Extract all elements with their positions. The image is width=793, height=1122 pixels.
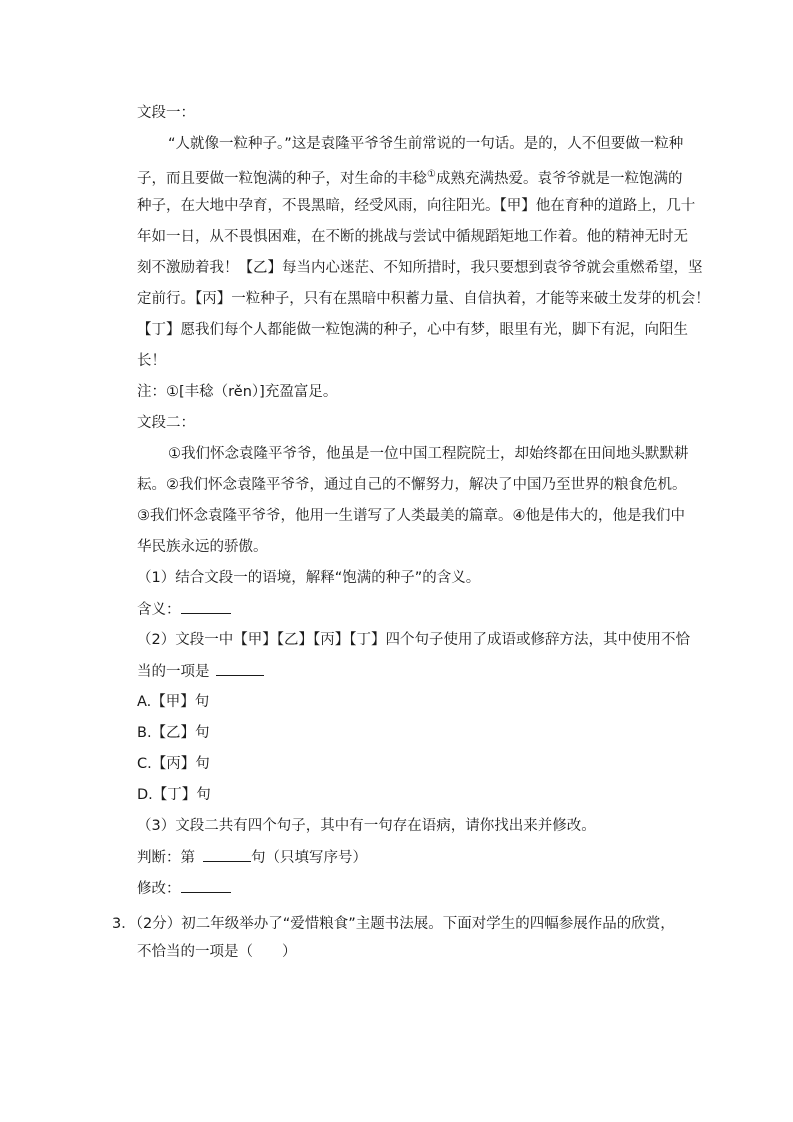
question-1: （1）结合文段一的语境，解释“饱满的种子”的含义。: [137, 570, 481, 586]
section1-line-4: 年如一日，从不畏惧困难，在不断的挑战与尝试中循规蹈矩地工作着。他的精神无时无: [137, 229, 688, 245]
section2-line-2: 耘。②我们怀念袁隆平爷爷，通过自己的不懈努力，解决了中国乃至世界的粮食危机。: [137, 477, 687, 493]
question-3: （3）文段二共有四个句子，其中有一句存在语病，请你找出来并修改。: [137, 818, 596, 834]
answer-blank-3[interactable]: [203, 847, 251, 862]
section1-line-2: 子，而且要做一粒饱满的种子，对生命的丰稔①成熟充满热爱。袁爷爷就是一粒饱满的: [137, 169, 683, 187]
footnote: 注：①[丰稔（rěn）]充盈富足。: [137, 384, 338, 400]
question-3-fix: 修改：: [137, 878, 231, 899]
section2-line-4: 华民族永远的骄傲。: [137, 539, 268, 555]
answer-blank-1[interactable]: [181, 599, 231, 614]
section1-line-5: 刻不激励着我！【乙】每当内心迷茫、不知所措时，我只要想到袁爷爷就会重燃希望，坚: [137, 260, 703, 276]
question-2-line-1: （2）文段一中【甲】【乙】【丙】【丁】四个句子使用了成语或修辞方法，其中使用不恰: [137, 632, 690, 648]
section1-line-8: 长！: [137, 353, 166, 369]
question-2-line-2: 当的一项是: [137, 661, 264, 682]
question-1-answer: 含义：: [137, 599, 231, 620]
option-a[interactable]: A.【甲】句: [137, 694, 210, 710]
answer-blank-4[interactable]: [181, 878, 231, 893]
section2-label: 文段二：: [137, 415, 195, 431]
footnote-mark: ①: [427, 169, 436, 180]
option-c[interactable]: C.【丙】句: [137, 756, 210, 772]
section1-label: 文段一：: [137, 105, 195, 121]
section1-line-1: “人就像一粒种子。”这是袁隆平爷爷生前常说的一句话。是的，人不但要做一粒种: [168, 136, 684, 152]
option-d[interactable]: D.【丁】句: [137, 787, 211, 803]
section1-line-3: 种子，在大地中孕育，不畏黑暗，经受风雨，向往阳光。【甲】他在育种的道路上，几十: [137, 198, 696, 214]
section2-line-1: ①我们怀念袁隆平爷爷，他虽是一位中国工程院院士，却始终都在田间地头默默耕: [168, 446, 689, 462]
answer-blank-2[interactable]: [216, 661, 264, 676]
question-3-header-line-2: 不恰当的一项是（ ）: [137, 944, 297, 960]
question-3-judge: 判断：第 句（只填写序号）: [137, 847, 367, 868]
section1-line-7: 【丁】愿我们每个人都能做一粒饱满的种子，心中有梦，眼里有光，脚下有泥，向阳生: [137, 322, 688, 338]
section1-line-6: 定前行。【丙】一粒种子，只有在黑暗中积蓄力量、自信执着，才能等来破土发芽的机会！: [137, 291, 710, 307]
option-b[interactable]: B.【乙】句: [137, 725, 210, 741]
section2-line-3: ③我们怀念袁隆平爷爷，他用一生谱写了人类最美的篇章。④他是伟大的，他是我们中: [137, 508, 685, 524]
question-3-header-line-1: 3．（2分）初二年级举办了“爱惜粮食”主题书法展。下面对学生的四幅参展作品的欣赏，: [112, 916, 675, 932]
